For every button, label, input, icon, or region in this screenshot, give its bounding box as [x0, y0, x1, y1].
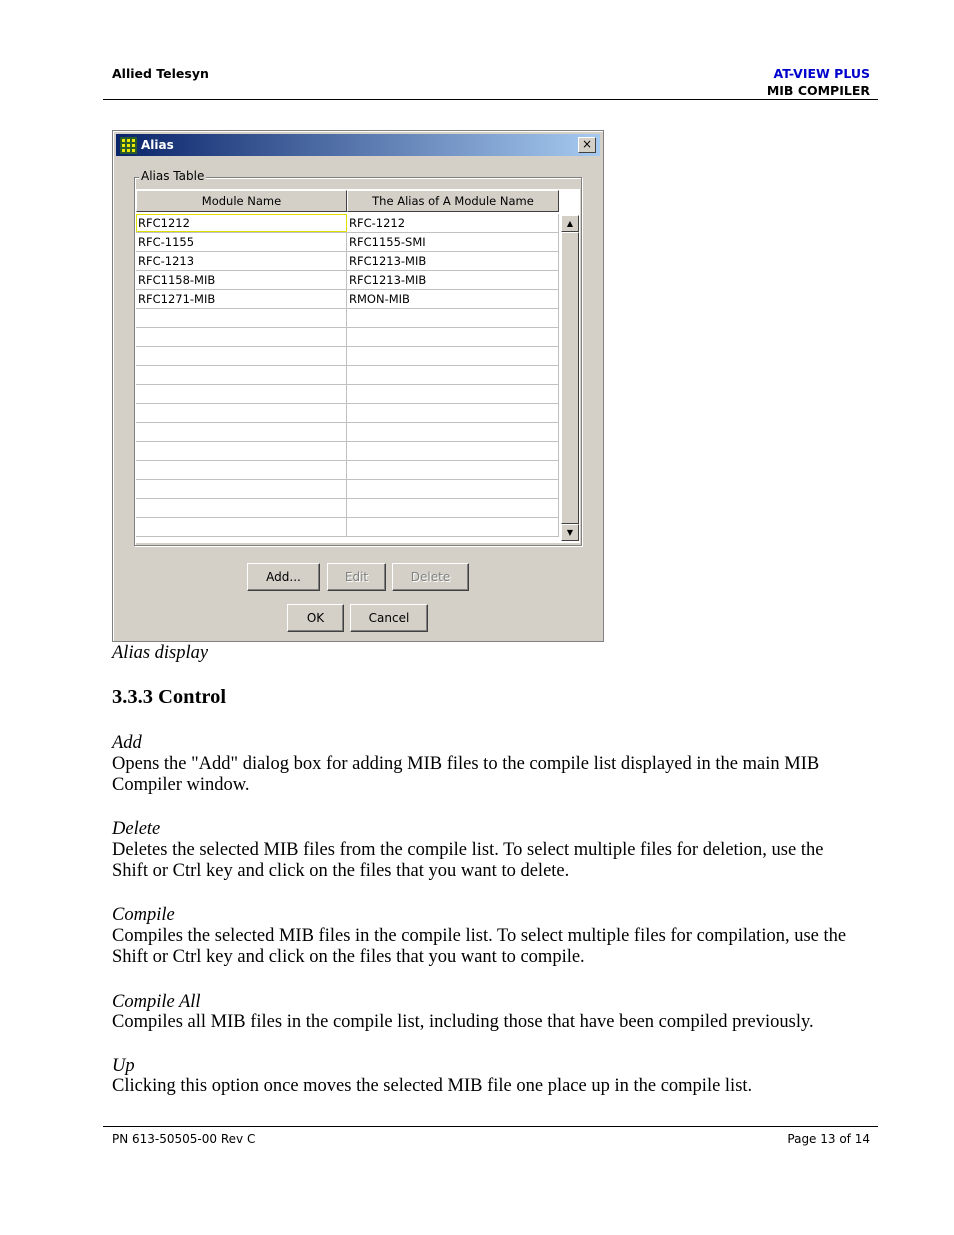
header-rule — [103, 99, 878, 100]
alias-cell[interactable] — [347, 423, 559, 441]
module-name-cell[interactable] — [136, 480, 347, 498]
vertical-scrollbar[interactable] — [561, 215, 579, 541]
table-row[interactable] — [136, 480, 559, 499]
alias-table — [136, 189, 580, 543]
delete-button[interactable]: Delete — [392, 563, 469, 591]
edit-button[interactable]: Edit — [327, 563, 386, 591]
alias-cell[interactable] — [347, 309, 559, 327]
table-row[interactable] — [136, 423, 559, 442]
alias-cell[interactable] — [347, 518, 559, 536]
module-name-cell[interactable] — [136, 347, 347, 365]
alias-grid-icon — [120, 137, 137, 154]
desc-delete — [112, 840, 872, 882]
table-row[interactable] — [136, 404, 559, 423]
module-name-cell[interactable]: RFC1158-MIB — [136, 271, 347, 289]
scroll-down-arrow-icon: ▼ — [566, 528, 574, 537]
page-number: Page 13 of 14 — [787, 1132, 870, 1146]
term-add: Add — [112, 733, 142, 753]
alias-cell[interactable]: RFC1213-MIB — [347, 252, 559, 270]
term-delete: Delete — [112, 819, 161, 839]
close-button[interactable] — [578, 137, 596, 153]
company-name: Allied Telesyn — [112, 66, 209, 81]
alias-cell[interactable] — [347, 385, 559, 403]
alias-cell[interactable] — [347, 499, 559, 517]
desc-add — [112, 754, 872, 796]
table-row[interactable] — [136, 499, 559, 518]
module-name-cell[interactable] — [136, 423, 347, 441]
module-name-cell[interactable] — [136, 499, 347, 517]
table-rows — [136, 214, 559, 537]
table-row[interactable] — [136, 518, 559, 537]
module-name-cell[interactable] — [136, 442, 347, 460]
group-label: Alias Table — [141, 169, 205, 183]
table-row[interactable] — [136, 233, 559, 252]
table-row[interactable] — [136, 442, 559, 461]
table-row[interactable] — [136, 366, 559, 385]
part-number: PN 613-50505-00 Rev C — [112, 1132, 256, 1146]
desc-line: Clicking this option once moves the selected MIB file one place up in the compile list. — [112, 1076, 753, 1096]
ok-button[interactable]: OK — [287, 604, 344, 632]
module-name-cell[interactable] — [136, 309, 347, 327]
table-row[interactable] — [136, 385, 559, 404]
alias-dialog — [112, 130, 604, 642]
scroll-up-button[interactable] — [561, 215, 579, 232]
scroll-up-arrow-icon: ▲ — [566, 219, 574, 228]
desc-compile-all — [112, 1012, 872, 1033]
table-row[interactable] — [136, 328, 559, 347]
desc-line: Compiler window. — [112, 775, 250, 795]
module-name-cell[interactable] — [136, 385, 347, 403]
alias-cell[interactable] — [347, 347, 559, 365]
term-compile: Compile — [112, 905, 175, 925]
table-row[interactable] — [136, 461, 559, 480]
footer-rule — [103, 1126, 878, 1127]
cancel-button[interactable]: Cancel — [350, 604, 428, 632]
dialog-title: Alias — [141, 138, 174, 152]
table-row[interactable] — [136, 271, 559, 290]
alias-cell[interactable] — [347, 366, 559, 384]
column-header-module-name[interactable]: Module Name — [136, 190, 347, 212]
table-row[interactable] — [136, 214, 559, 233]
table-row[interactable] — [136, 309, 559, 328]
desc-line: Opens the "Add" dialog box for adding MIB files to the compile list displayed in the main MIB — [112, 754, 820, 774]
section-title: 3.3.3 Control — [112, 686, 227, 708]
dialog-titlebar — [116, 134, 600, 156]
module-name-cell[interactable]: RFC1212 — [136, 214, 347, 232]
alias-cell[interactable]: RFC1213-MIB — [347, 271, 559, 289]
desc-line: Shift or Ctrl key and click on the files that you want to delete. — [112, 861, 570, 881]
scroll-down-button[interactable] — [561, 524, 579, 541]
desc-line: Compiles all MIB files in the compile list, including those that have been compiled previously. — [112, 1012, 814, 1032]
desc-compile — [112, 926, 872, 968]
alias-cell[interactable] — [347, 328, 559, 346]
module-name-cell[interactable]: RFC-1155 — [136, 233, 347, 251]
module-name-cell[interactable] — [136, 328, 347, 346]
module-name-cell[interactable] — [136, 404, 347, 422]
alias-cell[interactable] — [347, 461, 559, 479]
module-name: MIB COMPILER — [766, 83, 870, 98]
desc-line: Shift or Ctrl key and click on the files that you want to compile. — [112, 947, 585, 967]
table-row[interactable] — [136, 290, 559, 309]
column-header-alias[interactable]: The Alias of A Module Name — [347, 190, 559, 212]
figure-caption: Alias display — [112, 643, 209, 663]
module-name-cell[interactable]: RFC1271-MIB — [136, 290, 347, 308]
module-name-cell[interactable] — [136, 518, 347, 536]
module-name-cell[interactable]: RFC-1213 — [136, 252, 347, 270]
header-right — [767, 65, 870, 99]
alias-cell[interactable] — [347, 404, 559, 422]
table-row[interactable] — [136, 252, 559, 271]
desc-up — [112, 1076, 872, 1097]
module-name-cell[interactable] — [136, 461, 347, 479]
close-icon: × — [581, 137, 593, 151]
product-name: AT-VIEW PLUS — [773, 66, 870, 81]
alias-cell[interactable] — [347, 480, 559, 498]
term-up: Up — [112, 1056, 135, 1076]
add-button[interactable]: Add... — [247, 563, 320, 591]
module-name-cell[interactable] — [136, 366, 347, 384]
alias-cell[interactable]: RFC-1212 — [347, 214, 559, 232]
alias-cell[interactable]: RMON-MIB — [347, 290, 559, 308]
alias-cell[interactable] — [347, 442, 559, 460]
table-row[interactable] — [136, 347, 559, 366]
desc-line: Deletes the selected MIB files from the compile list. To select multiple files for deletion, use the — [112, 840, 824, 860]
scroll-thumb[interactable] — [561, 232, 579, 524]
term-compile-all: Compile All — [112, 992, 201, 1012]
desc-line: Compiles the selected MIB files in the compile list. To select multiple files for compilation, use the — [112, 926, 847, 946]
alias-cell[interactable]: RFC1155-SMI — [347, 233, 559, 251]
